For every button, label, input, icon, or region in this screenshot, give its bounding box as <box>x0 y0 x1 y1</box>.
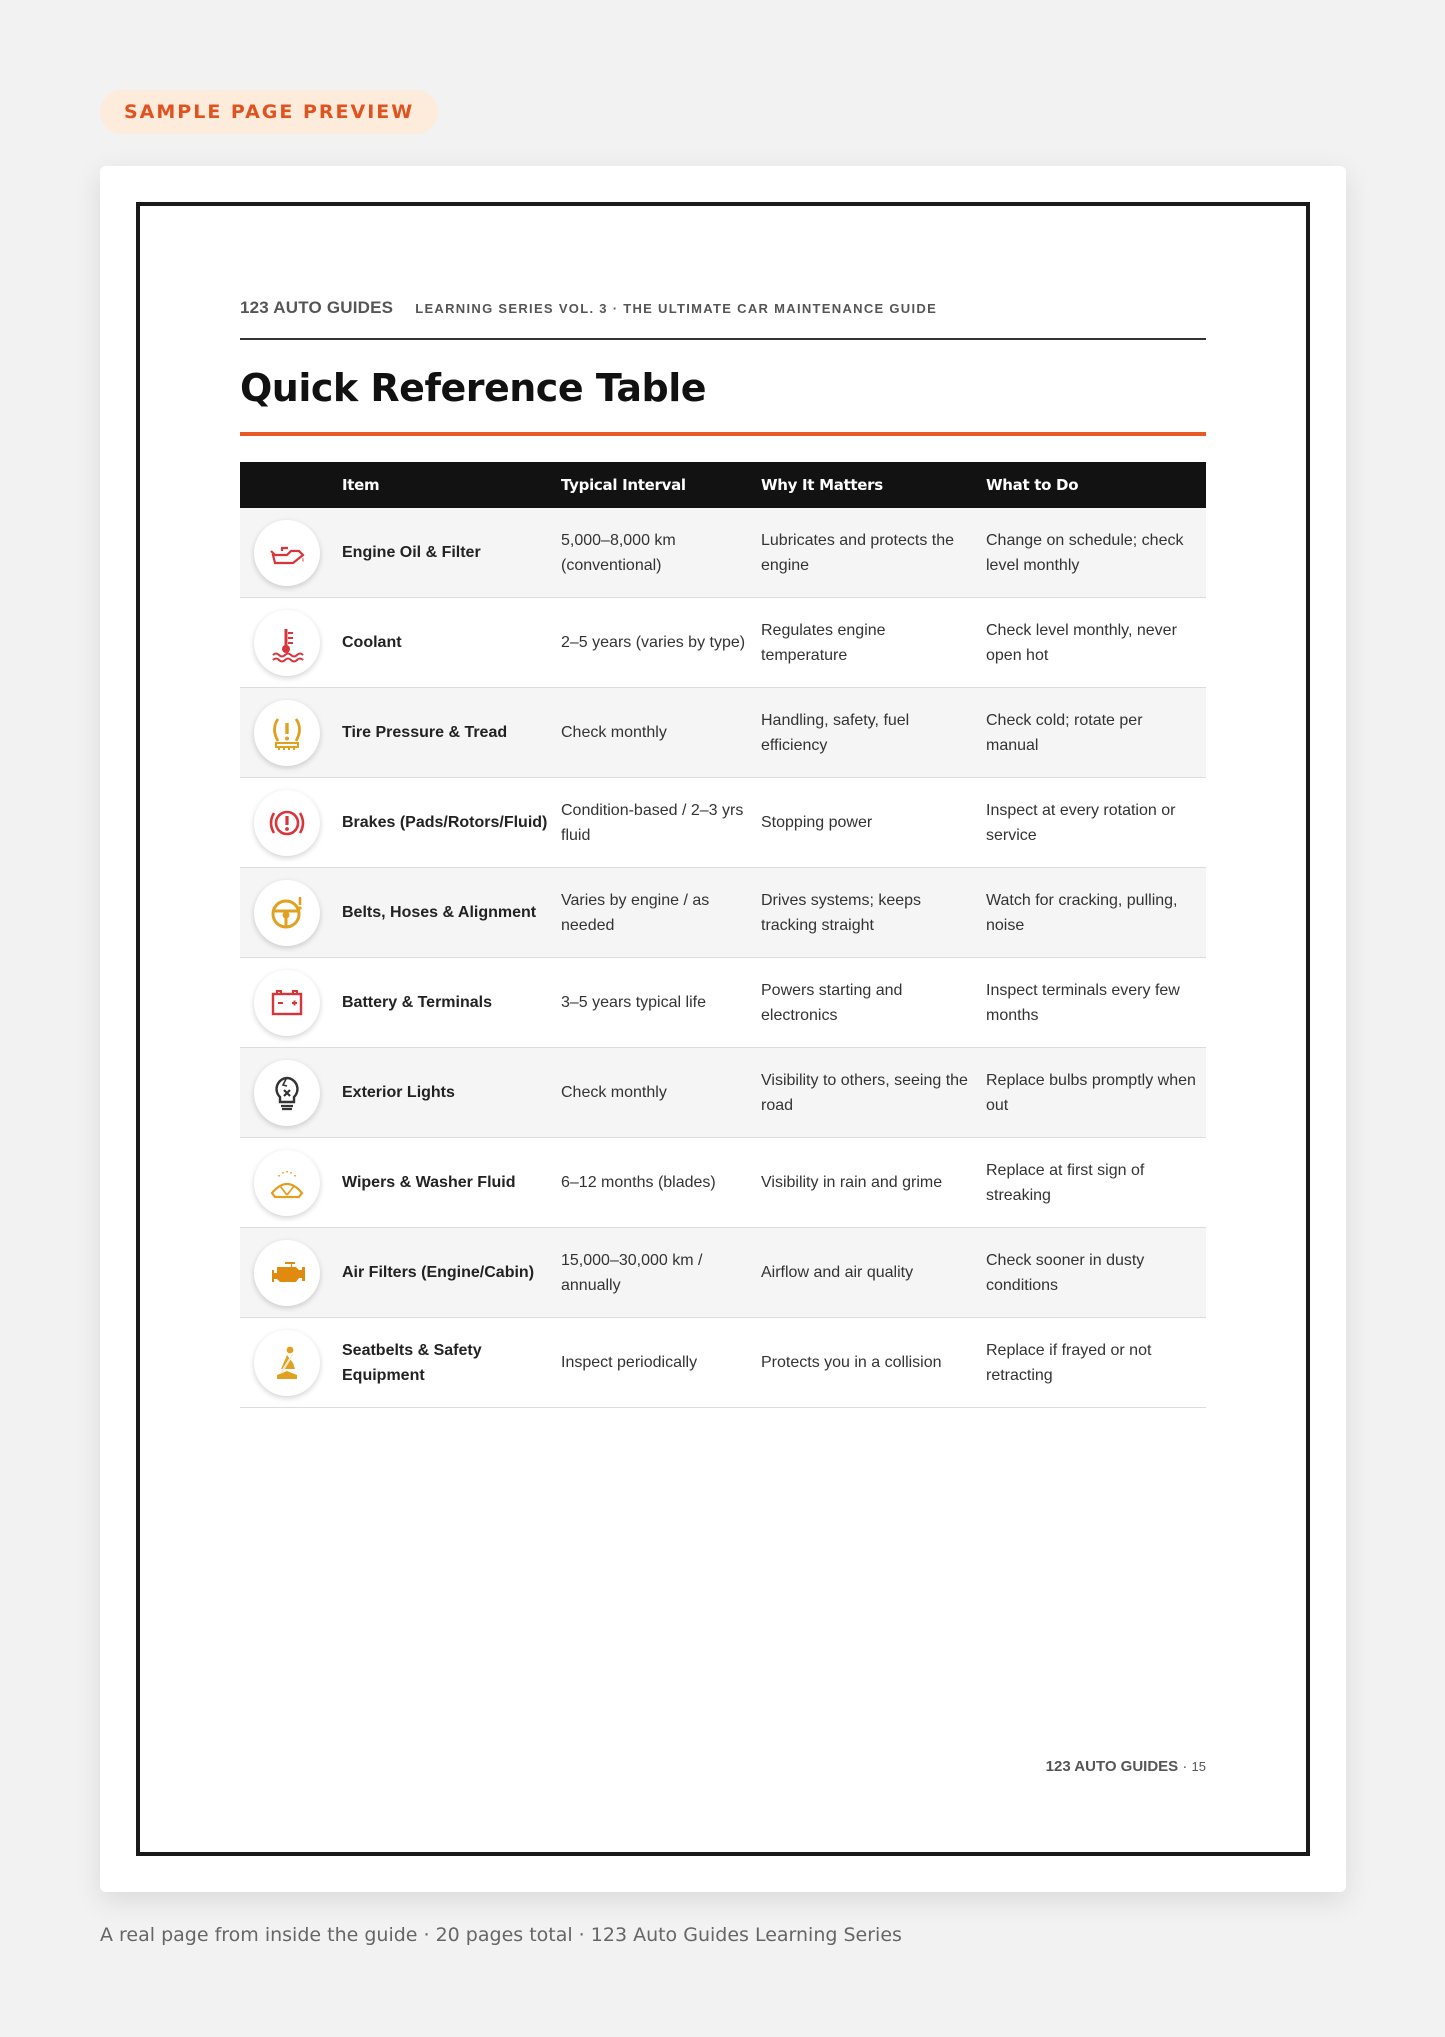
table-row <box>240 688 1206 778</box>
row-what: Replace bulbs promptly when out <box>986 1071 1196 1114</box>
row-what: Check cold; rotate per manual <box>986 711 1143 754</box>
table-row <box>240 958 1206 1048</box>
row-item: Battery & Terminals <box>342 994 492 1011</box>
header-brand: 123 AUTO GUIDES <box>240 298 394 317</box>
page-folio <box>1046 1758 1206 1775</box>
row-what: Change on schedule; check level monthly <box>986 531 1184 574</box>
row-why: Drives systems; keeps tracking straight <box>761 891 922 934</box>
row-icon-cell <box>240 970 342 1036</box>
row-why: Regulates engine temperature <box>761 621 886 664</box>
row-why: Powers starting and electronics <box>761 981 903 1024</box>
reference-table <box>240 462 1206 1408</box>
row-why: Lubricates and protects the engine <box>761 531 955 574</box>
row-why: Airflow and air quality <box>761 1264 914 1281</box>
table-row <box>240 508 1206 598</box>
row-what: Watch for cracking, pulling, noise <box>986 891 1178 934</box>
column-header-why: Why It Matters <box>761 475 883 494</box>
table-row <box>240 778 1206 868</box>
row-what: Check level monthly, never open hot <box>986 621 1177 664</box>
table-row <box>240 1048 1206 1138</box>
row-item: Seatbelts & Safety Equipment <box>342 1341 482 1384</box>
row-item: Wipers & Washer Fluid <box>342 1174 516 1191</box>
oil-can-icon <box>254 520 320 586</box>
washer-fluid-icon <box>254 1150 320 1216</box>
row-what: Replace at first sign of streaking <box>986 1161 1145 1204</box>
brake-warning-icon <box>254 790 320 856</box>
row-item: Tire Pressure & Tread <box>342 724 508 741</box>
engine-check-icon <box>254 1240 320 1306</box>
row-icon-cell <box>240 1150 342 1216</box>
header-series: LEARNING SERIES VOL. 3 · THE ULTIMATE CAR MAINTENANCE GUIDE <box>415 301 938 316</box>
row-item: Exterior Lights <box>342 1084 455 1101</box>
row-interval: 3–5 years typical life <box>561 994 706 1011</box>
row-interval: Check monthly <box>561 1084 667 1101</box>
bulb-failure-icon <box>254 1060 320 1126</box>
title-underline <box>240 432 1206 436</box>
folio-separator: · <box>1178 1758 1192 1775</box>
row-interval: 2–5 years (varies by type) <box>561 634 746 651</box>
row-what: Inspect at every rotation or service <box>986 801 1176 844</box>
tire-pressure-icon <box>254 700 320 766</box>
row-item: Belts, Hoses & Alignment <box>342 904 537 921</box>
seatbelt-icon <box>254 1330 320 1396</box>
folio-brand: 123 AUTO GUIDES <box>1045 1758 1179 1775</box>
row-interval: 6–12 months (blades) <box>561 1174 716 1191</box>
column-header-item: Item <box>342 475 380 494</box>
table-body <box>240 508 1206 1408</box>
table-row <box>240 1138 1206 1228</box>
folio-page-number: 15 <box>1191 1759 1206 1774</box>
row-icon-cell <box>240 700 342 766</box>
row-icon-cell <box>240 790 342 856</box>
row-what: Replace if frayed or not retracting <box>986 1341 1152 1384</box>
row-interval: Varies by engine / as needed <box>561 891 710 934</box>
row-icon-cell <box>240 1330 342 1396</box>
running-header <box>240 298 1206 340</box>
row-interval: Condition-based / 2–3 yrs fluid <box>561 801 744 844</box>
steering-wheel-icon <box>254 880 320 946</box>
row-interval: 5,000–8,000 km (conventional) <box>561 531 676 574</box>
row-item: Air Filters (Engine/Cabin) <box>342 1264 535 1281</box>
row-icon-cell <box>240 1060 342 1126</box>
row-why: Handling, safety, fuel efficiency <box>761 711 910 754</box>
row-item: Coolant <box>342 634 402 651</box>
table-row <box>240 598 1206 688</box>
row-why: Visibility to others, seeing the road <box>761 1071 968 1114</box>
sample-preview-badge: SAMPLE PAGE PREVIEW <box>100 90 438 134</box>
row-icon-cell <box>240 1240 342 1306</box>
row-item: Engine Oil & Filter <box>342 544 481 561</box>
table-row <box>240 1318 1206 1408</box>
coolant-temperature-icon <box>254 610 320 676</box>
row-what: Check sooner in dusty conditions <box>986 1251 1145 1294</box>
row-icon-cell <box>240 880 342 946</box>
table-row <box>240 868 1206 958</box>
table-row <box>240 1228 1206 1318</box>
row-icon-cell <box>240 610 342 676</box>
row-item: Brakes (Pads/Rotors/Fluid) <box>342 814 548 831</box>
column-header-interval: Typical Interval <box>561 475 686 494</box>
row-what: Inspect terminals every few months <box>986 981 1180 1024</box>
row-icon-cell <box>240 520 342 586</box>
row-interval: 15,000–30,000 km / annually <box>561 1251 703 1294</box>
preview-caption: A real page from inside the guide · 20 pages total · 123 Auto Guides Learning Series <box>100 1924 902 1946</box>
table-header <box>240 462 1206 508</box>
row-why: Visibility in rain and grime <box>761 1174 943 1191</box>
row-why: Stopping power <box>761 814 873 831</box>
page-title: Quick Reference Table <box>240 366 707 410</box>
row-interval: Inspect periodically <box>561 1354 698 1371</box>
row-why: Protects you in a collision <box>761 1354 942 1371</box>
preview-card <box>100 166 1346 1892</box>
column-header-what: What to Do <box>986 475 1079 494</box>
battery-icon <box>254 970 320 1036</box>
document-page <box>136 202 1310 1856</box>
row-interval: Check monthly <box>561 724 667 741</box>
